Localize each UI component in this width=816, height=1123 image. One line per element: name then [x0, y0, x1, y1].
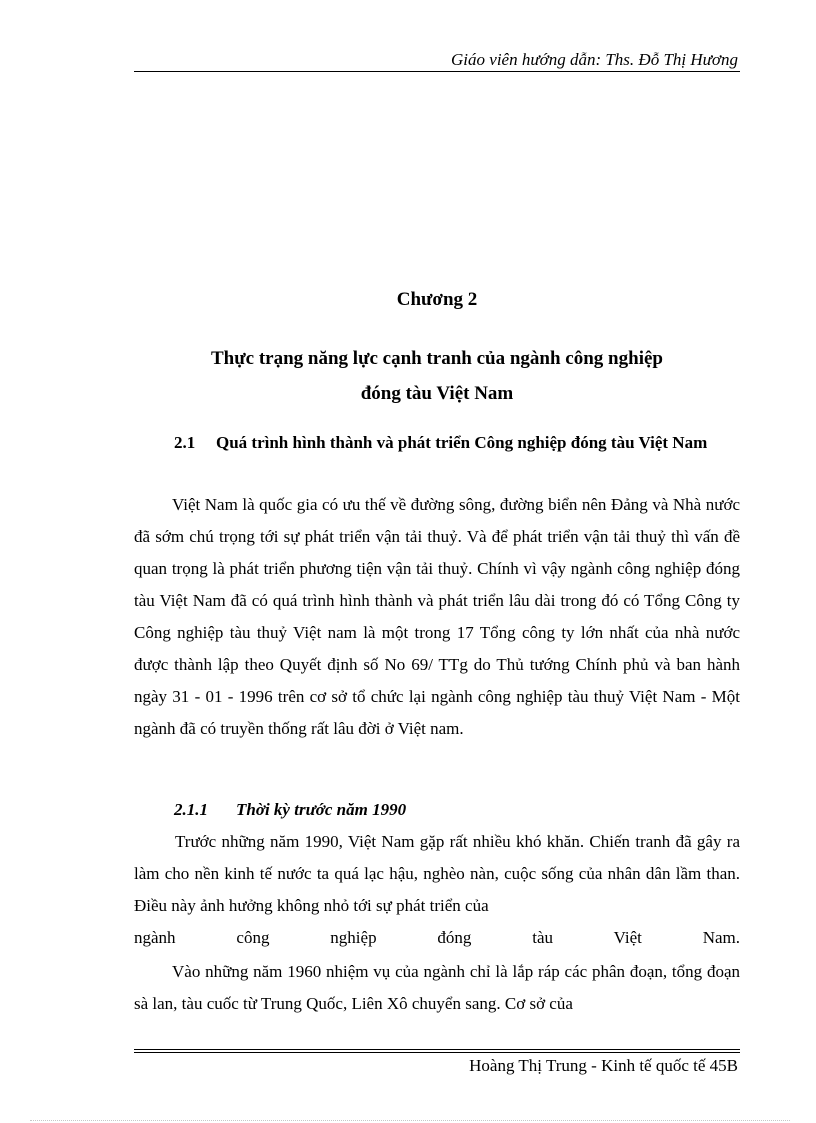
page-edge-divider — [30, 1120, 790, 1121]
paragraph-2-last-line: ngành công nghiệp đóng tàu Việt Nam. — [134, 928, 740, 947]
body-paragraph-3: Vào những năm 1960 nhiệm vụ của ngành chỉ là lắp ráp các phân đoạn, tổng đoạn sà lan, tàu cuốc từ Trung Quốc, Liên Xô chuyển sang. Cơ sở của — [134, 962, 740, 1013]
paragraph-2-text: Trước những năm 1990, Việt Nam gặp rất nhiều khó khăn. Chiến tranh đã gây ra làm cho nền kinh tế nước ta quá lạc hậu, nghèo nàn, cuộc sống của nhân dân lầm than. Điều này ảnh hưởng không nhỏ tới sự phát triển của — [134, 832, 740, 915]
footer-rule-top — [134, 1049, 740, 1050]
chapter-title-line-2: đóng tàu Việt Nam — [360, 383, 514, 404]
subsection-title: Thời kỳ trước năm 1990 — [236, 800, 407, 819]
chapter-title-line-1: Thực trạng năng lực cạnh tranh của ngành công nghiệp — [211, 348, 663, 369]
subsection-number: 2.1.1 — [174, 800, 208, 819]
footer-rule-bottom — [134, 1052, 740, 1053]
section-number: 2.1 — [174, 433, 196, 452]
section-title: Quá trình hình thành và phát triển Công nghiệp đóng tàu Việt Nam — [216, 433, 708, 452]
header-rule — [134, 71, 740, 72]
subsection-heading — [134, 800, 406, 820]
body-paragraph-2 — [134, 826, 740, 954]
chapter-title — [134, 341, 740, 411]
chapter-label: Chương 2 — [396, 289, 478, 310]
page-footer: Hoàng Thị Trung - Kinh tế quốc tế 45B — [469, 1056, 738, 1075]
body-paragraph-1: Việt Nam là quốc gia có ưu thế về đường sông, đường biển nên Đảng và Nhà nước đã sớm chú trọng tới sự phát triển vận tải thuỷ. Và để phát triển vận tải thuỷ thì vấn đề quan trọng là phát triển phương tiện vận tải thuỷ. Chính vì vậy ngành công nghiệp đóng tàu Việt Nam đã có quá trình hình thành và phát triển lâu dài trong đó có Tổng Công ty Công nghiệp tàu thuỷ Việt nam là một trong 17 Tổng công ty lớn nhất của nhà nước được thành lập theo Quyết định số No 69/ TTg do Thủ tướng Chính phủ và ban hành ngày 31 - 01 - 1996 trên cơ sở tổ chức lại ngành công nghiệp tàu thuỷ Việt Nam - Một ngành đã có truyền thống rất lâu đời ở Việt nam. — [134, 495, 740, 738]
section-heading — [134, 431, 740, 454]
page-header: Giáo viên hướng dẫn: Ths. Đỗ Thị Hương — [451, 50, 738, 69]
